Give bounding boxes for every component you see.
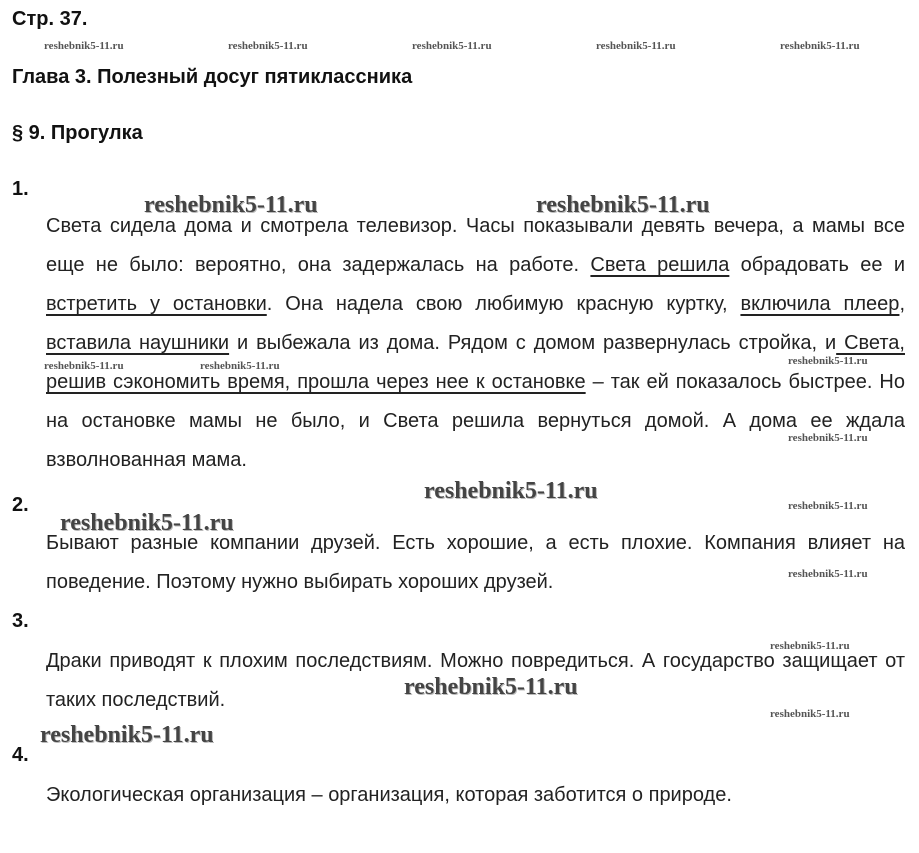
watermark: reshebnik5-11.ru [200, 360, 280, 372]
watermark: reshebnik5-11.ru [788, 500, 868, 512]
watermark: reshebnik5-11.ru [788, 432, 868, 444]
underlined-phrase: встретить у остановки [46, 293, 267, 315]
watermark: reshebnik5-11.ru [44, 40, 124, 52]
answer-text: Экологическая организация – организация, которая заботится о природе. [46, 784, 732, 806]
answer-text: Драки приводят к плохим последствиям. Можно повредиться. А государство защищает от таких последствий. [46, 650, 905, 711]
watermark: reshebnik5-11.ru [788, 568, 868, 580]
page-label: Стр. 37. [12, 8, 88, 30]
watermark: reshebnik5-11.ru [770, 708, 850, 720]
underlined-phrase: Света решила [590, 254, 730, 276]
answer-number: 4. [12, 744, 29, 766]
answer-text: Света сидела дома и смотрела телевизор. Часы показывали девять вечера, а мамы все еще не было: вероятно, она задержалась на работе. Света решила обрадовать ее и встретить у остановки. Она надела свою любимую красную куртку, включила плеер, вставила наушники и выбежала из дома. Рядом с домом развернулась стройка, и Света, решив сэкономить время, прошла через нее к остановке – так ей показалось быстрее. Но на остановке мамы не было, и Света решила вернуться домой. А дома ее ждала взволнованная мама. [46, 215, 905, 471]
watermark: reshebnik5-11.ru [40, 722, 214, 748]
watermark: reshebnik5-11.ru [788, 355, 868, 367]
watermark: reshebnik5-11.ru [44, 360, 124, 372]
answer-text: Бывают разные компании друзей. Есть хорошие, а есть плохие. Компания влияет на поведение. Поэтому нужно выбирать хороших друзей. [46, 532, 905, 593]
watermark: reshebnik5-11.ru [780, 40, 860, 52]
watermark: reshebnik5-11.ru [60, 510, 234, 536]
watermark: reshebnik5-11.ru [144, 192, 318, 218]
chapter-title: Глава 3. Полезный досуг пятиклассника [12, 66, 413, 88]
answer-number: 1. [12, 178, 29, 200]
section-title: § 9. Прогулка [12, 122, 143, 144]
watermark: reshebnik5-11.ru [228, 40, 308, 52]
watermark: reshebnik5-11.ru [412, 40, 492, 52]
watermark: reshebnik5-11.ru [424, 478, 598, 504]
underlined-phrase: вставила наушники [46, 332, 230, 354]
watermark: reshebnik5-11.ru [596, 40, 676, 52]
answer-number: 2. [12, 494, 29, 516]
watermark: reshebnik5-11.ru [770, 640, 850, 652]
underlined-phrase: Света, решив сэкономить время, прошла через нее к остановке [46, 332, 905, 393]
watermark: reshebnik5-11.ru [404, 674, 578, 700]
watermark: reshebnik5-11.ru [536, 192, 710, 218]
answer-number: 3. [12, 610, 29, 632]
underlined-phrase: включила плеер [740, 293, 900, 315]
